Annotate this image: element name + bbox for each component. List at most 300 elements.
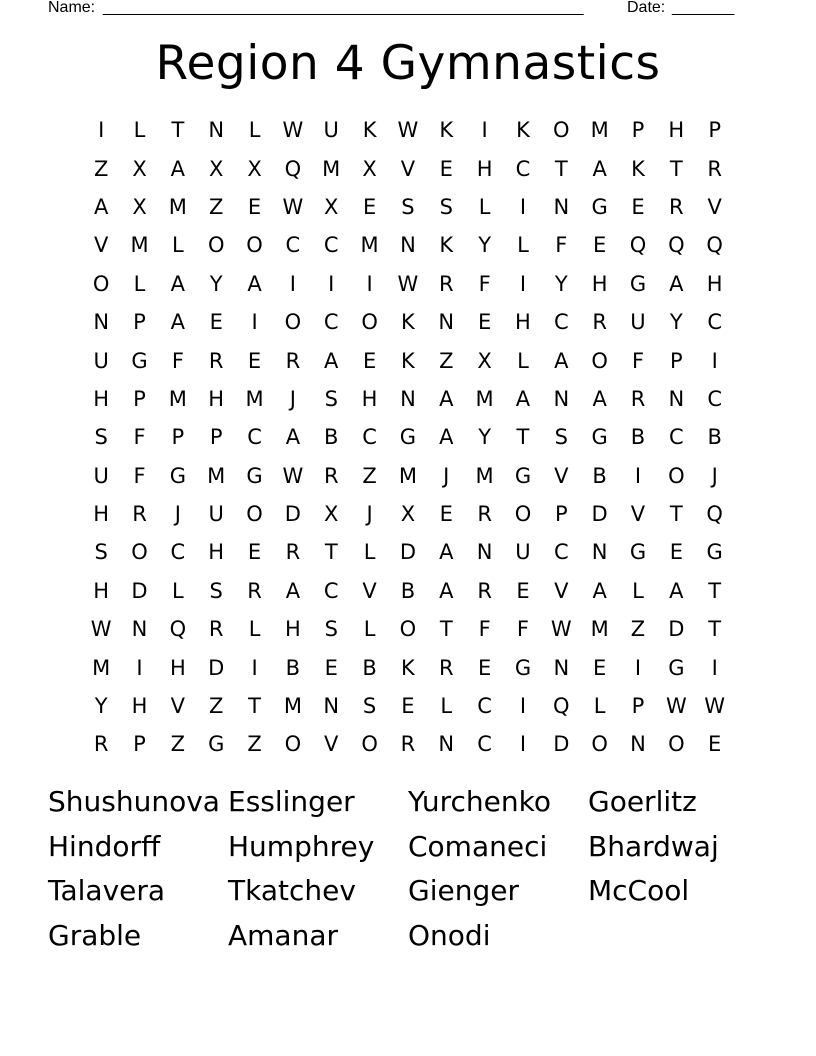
- grid-letter: S: [94, 540, 108, 565]
- grid-letter: O: [361, 732, 378, 757]
- grid-letter: W: [282, 118, 304, 143]
- grid-letter: N: [630, 732, 646, 757]
- word-bank-item: Esslinger: [228, 785, 355, 818]
- grid-letter: W: [397, 271, 419, 296]
- grid-letter: M: [130, 233, 149, 258]
- grid-letter: D: [553, 732, 570, 757]
- grid-letter: G: [399, 425, 417, 450]
- grid-letter: A: [170, 156, 186, 181]
- grid-letter: I: [251, 655, 258, 680]
- word-bank-item: Yurchenko: [408, 785, 551, 818]
- grid-letter: S: [324, 386, 338, 411]
- grid-letter: I: [519, 732, 527, 757]
- grid-letter: I: [98, 118, 105, 143]
- grid-letter: M: [283, 694, 302, 719]
- grid-letter: W: [282, 463, 304, 488]
- grid-letter: F: [478, 271, 491, 296]
- grid-letter: E: [247, 348, 262, 373]
- grid-letter: C: [553, 540, 569, 565]
- grid-letter: L: [248, 118, 261, 143]
- grid-letter: M: [168, 386, 187, 411]
- grid-letter: Y: [669, 310, 683, 335]
- grid-letter: V: [170, 694, 186, 719]
- grid-letter: K: [631, 156, 645, 181]
- grid-letter: I: [711, 655, 718, 680]
- grid-letter: H: [93, 502, 110, 527]
- grid-letter: N: [400, 233, 416, 258]
- grid-letter: C: [707, 310, 722, 335]
- grid-letter: R: [630, 386, 646, 411]
- grid-letter: D: [399, 540, 416, 565]
- grid-letter: O: [591, 732, 608, 757]
- grid-letter: E: [247, 194, 262, 219]
- grid-letter: P: [209, 425, 223, 450]
- grid-letter: T: [708, 578, 722, 603]
- word-bank-item: Grable: [48, 918, 142, 952]
- grid-letter: H: [208, 386, 225, 411]
- grid-letter: R: [592, 310, 607, 335]
- grid-letter: E: [516, 578, 530, 603]
- grid-letter: A: [592, 386, 607, 411]
- grid-letter: A: [439, 540, 454, 565]
- grid-letter: E: [209, 310, 223, 335]
- date-blank-line: _______: [672, 0, 735, 16]
- grid-letter: V: [93, 233, 109, 258]
- grid-letter: O: [284, 732, 302, 757]
- grid-letter: K: [362, 118, 377, 143]
- grid-letter: U: [93, 348, 109, 373]
- grid-letter: P: [133, 310, 146, 335]
- grid-letter: I: [481, 118, 488, 143]
- grid-letter: R: [438, 271, 454, 296]
- grid-letter: L: [440, 694, 453, 719]
- grid-letter: E: [362, 348, 377, 373]
- grid-letter: N: [668, 386, 685, 411]
- grid-letter: O: [668, 732, 685, 757]
- grid-letter: S: [439, 194, 453, 219]
- grid-letter: A: [285, 578, 301, 603]
- grid-letter: Y: [478, 425, 492, 450]
- word-bank-item: Talavera: [48, 874, 166, 907]
- letter-grid: [82, 111, 734, 764]
- grid-letter: O: [246, 502, 263, 527]
- grid-letter: X: [324, 502, 339, 527]
- grid-letter: K: [401, 348, 415, 373]
- grid-letter: E: [247, 540, 262, 565]
- grid-letter: W: [90, 617, 112, 642]
- grid-row: [82, 687, 734, 725]
- grid-letter: R: [285, 540, 301, 565]
- grid-letter: X: [362, 156, 377, 181]
- word-bank-item: Bhardwaj: [588, 829, 719, 863]
- grid-letter: G: [706, 540, 723, 565]
- grid-letter: I: [519, 194, 527, 219]
- puzzle-title: Region 4 Gymnastics: [155, 36, 661, 91]
- grid-letter: O: [92, 271, 110, 296]
- grid-row: [82, 149, 734, 187]
- grid-row: [82, 111, 734, 149]
- grid-letter: E: [593, 655, 607, 680]
- grid-letter: B: [362, 655, 377, 680]
- grid-letter: P: [669, 348, 683, 373]
- grid-letter: S: [324, 617, 338, 642]
- grid-letter: F: [171, 348, 184, 373]
- grid-letter: U: [208, 502, 224, 527]
- grid-letter: G: [169, 463, 186, 488]
- grid-letter: H: [706, 271, 723, 296]
- grid-row: [82, 495, 734, 533]
- grid-letter: O: [668, 463, 685, 488]
- grid-letter: C: [668, 425, 684, 450]
- grid-letter: L: [363, 540, 376, 565]
- grid-letter: C: [477, 694, 492, 719]
- grid-letter: Z: [93, 156, 109, 181]
- grid-letter: R: [400, 732, 416, 757]
- grid-letter: O: [207, 233, 225, 258]
- grid-row: [82, 572, 734, 610]
- word-bank-item: Hindorff: [48, 829, 161, 863]
- grid-letter: F: [516, 617, 529, 642]
- grid-letter: Q: [629, 233, 647, 258]
- grid-letter: I: [251, 310, 258, 335]
- grid-letter: H: [93, 386, 110, 411]
- grid-letter: T: [669, 156, 683, 181]
- grid-row: [82, 533, 734, 571]
- grid-letter: N: [591, 540, 608, 565]
- grid-letter: V: [554, 463, 569, 488]
- grid-letter: V: [400, 156, 416, 181]
- grid-letter: I: [136, 655, 143, 680]
- grid-row: [82, 457, 734, 495]
- grid-letter: H: [169, 655, 186, 680]
- grid-letter: F: [133, 463, 146, 488]
- grid-letter: N: [400, 386, 416, 411]
- grid-letter: K: [401, 655, 415, 680]
- grid-letter: A: [515, 386, 531, 411]
- grid-letter: L: [478, 194, 491, 219]
- grid-letter: O: [361, 310, 378, 335]
- grid-letter: C: [323, 233, 339, 258]
- grid-letter: I: [519, 271, 527, 296]
- grid-letter: K: [439, 118, 454, 143]
- grid-letter: P: [133, 386, 146, 411]
- grid-letter: C: [553, 310, 569, 335]
- grid-letter: C: [362, 425, 377, 450]
- name-label: Name:: [48, 0, 96, 16]
- grid-letter: A: [285, 425, 301, 450]
- grid-letter: I: [711, 348, 718, 373]
- grid-letter: S: [209, 578, 223, 603]
- grid-row: [82, 341, 734, 379]
- name-blank-line: ______________________________________________________: [103, 0, 584, 16]
- grid-letter: C: [515, 156, 531, 181]
- grid-letter: R: [477, 502, 492, 527]
- grid-letter: Q: [706, 502, 723, 527]
- grid-letter: B: [630, 425, 646, 450]
- word-bank-item: Gienger: [408, 874, 519, 907]
- grid-letter: B: [707, 425, 722, 450]
- grid-letter: M: [590, 617, 609, 642]
- grid-letter: N: [438, 310, 455, 335]
- grid-letter: L: [363, 617, 376, 642]
- grid-letter: M: [207, 463, 226, 488]
- grid-letter: G: [514, 655, 532, 680]
- grid-letter: A: [439, 578, 454, 603]
- word-bank-item: Amanar: [228, 918, 339, 952]
- grid-letter: C: [247, 425, 262, 450]
- grid-letter: J: [366, 502, 373, 527]
- grid-letter: R: [93, 732, 109, 757]
- grid-letter: W: [282, 194, 304, 219]
- grid-letter: H: [476, 156, 493, 181]
- grid-letter: A: [170, 271, 186, 296]
- grid-letter: P: [133, 732, 146, 757]
- grid-letter: A: [669, 578, 684, 603]
- grid-letter: L: [133, 118, 146, 143]
- grid-letter: M: [398, 463, 417, 488]
- grid-letter: N: [553, 194, 570, 219]
- grid-letter: J: [443, 463, 450, 488]
- grid-letter: O: [591, 348, 608, 373]
- grid-letter: E: [439, 156, 453, 181]
- grid-letter: P: [631, 694, 645, 719]
- grid-letter: V: [324, 732, 339, 757]
- grid-letter: H: [668, 118, 685, 143]
- grid-letter: R: [247, 578, 262, 603]
- grid-letter: A: [439, 386, 454, 411]
- grid-letter: N: [438, 732, 455, 757]
- grid-letter: T: [708, 617, 722, 642]
- grid-letter: G: [208, 732, 225, 757]
- grid-letter: P: [554, 502, 568, 527]
- grid-letter: X: [247, 156, 262, 181]
- grid-letter: Q: [553, 694, 570, 719]
- grid-letter: J: [174, 502, 181, 527]
- grid-letter: P: [631, 118, 645, 143]
- grid-letter: W: [704, 694, 726, 719]
- grid-letter: X: [209, 156, 224, 181]
- grid-letter: C: [477, 732, 492, 757]
- grid-letter: N: [553, 655, 570, 680]
- grid-letter: R: [438, 655, 454, 680]
- grid-letter: L: [593, 694, 606, 719]
- grid-letter: S: [401, 194, 415, 219]
- grid-letter: U: [630, 310, 646, 335]
- grid-letter: A: [247, 271, 262, 296]
- grid-letter: E: [401, 694, 415, 719]
- grid-letter: N: [323, 694, 340, 719]
- grid-letter: G: [591, 194, 608, 219]
- grid-letter: V: [362, 578, 377, 603]
- word-bank-item: Shushunova: [48, 785, 220, 818]
- grid-letter: O: [131, 540, 148, 565]
- grid-letter: W: [665, 694, 687, 719]
- grid-letter: M: [360, 233, 379, 258]
- grid-row: [82, 610, 734, 648]
- word-bank-item: McCool: [588, 874, 690, 907]
- grid-letter: M: [92, 655, 111, 680]
- grid-letter: H: [591, 271, 608, 296]
- grid-letter: I: [366, 271, 373, 296]
- grid-letter: I: [634, 655, 642, 680]
- grid-letter: C: [323, 310, 339, 335]
- grid-letter: G: [629, 540, 647, 565]
- grid-letter: Z: [209, 194, 224, 219]
- grid-letter: F: [133, 425, 146, 450]
- grid-letter: O: [246, 233, 263, 258]
- grid-letter: R: [208, 348, 224, 373]
- grid-letter: C: [170, 540, 186, 565]
- grid-letter: Y: [554, 271, 568, 296]
- grid-letter: I: [289, 271, 296, 296]
- grid-letter: R: [707, 156, 722, 181]
- grid-letter: H: [131, 694, 148, 719]
- grid-row: [82, 188, 734, 226]
- grid-letter: A: [93, 194, 109, 219]
- grid-letter: C: [285, 233, 301, 258]
- grid-letter: O: [399, 617, 417, 642]
- grid-letter: G: [514, 463, 532, 488]
- grid-letter: T: [516, 425, 530, 450]
- grid-letter: Z: [362, 463, 377, 488]
- grid-letter: N: [131, 617, 148, 642]
- grid-letter: C: [707, 386, 722, 411]
- grid-letter: E: [593, 233, 607, 258]
- grid-letter: R: [477, 578, 492, 603]
- grid-letter: K: [439, 233, 454, 258]
- grid-row: [82, 418, 734, 456]
- grid-letter: B: [400, 578, 416, 603]
- word-bank-item: Comaneci: [408, 829, 548, 863]
- word-bank-item: Onodi: [408, 918, 491, 952]
- grid-letter: D: [591, 502, 608, 527]
- grid-letter: T: [248, 694, 261, 719]
- grid-letter: P: [171, 425, 185, 450]
- grid-letter: X: [400, 502, 416, 527]
- grid-letter: K: [516, 118, 530, 143]
- grid-letter: B: [592, 463, 607, 488]
- grid-letter: E: [324, 655, 338, 680]
- grid-letter: X: [324, 194, 339, 219]
- grid-letter: D: [131, 578, 148, 603]
- grid-letter: T: [324, 540, 338, 565]
- grid-letter: F: [555, 233, 568, 258]
- grid-letter: M: [245, 386, 264, 411]
- word-bank-item: Tkatchev: [228, 874, 356, 907]
- grid-letter: E: [669, 540, 683, 565]
- grid-row: [82, 380, 734, 418]
- grid-letter: L: [517, 348, 529, 373]
- grid-letter: M: [475, 463, 494, 488]
- grid-letter: D: [284, 502, 301, 527]
- grid-letter: O: [553, 118, 570, 143]
- date-label: Date:: [627, 0, 666, 16]
- grid-letter: U: [515, 540, 531, 565]
- grid-letter: X: [132, 156, 147, 181]
- grid-letter: L: [172, 578, 184, 603]
- grid-letter: U: [323, 118, 339, 143]
- grid-letter: Q: [668, 233, 685, 258]
- grid-letter: M: [322, 156, 341, 181]
- grid-letter: E: [477, 655, 492, 680]
- grid-letter: N: [553, 386, 570, 411]
- grid-letter: F: [478, 617, 491, 642]
- grid-letter: A: [439, 425, 454, 450]
- grid-letter: V: [554, 578, 569, 603]
- grid-letter: E: [439, 502, 453, 527]
- grid-letter: G: [629, 271, 647, 296]
- grid-letter: T: [669, 502, 683, 527]
- grid-letter: S: [554, 425, 568, 450]
- grid-letter: Q: [169, 617, 187, 642]
- grid-letter: Z: [209, 694, 224, 719]
- grid-letter: M: [168, 194, 187, 219]
- grid-letter: H: [93, 578, 110, 603]
- grid-row: [82, 648, 734, 686]
- grid-letter: S: [362, 694, 377, 719]
- grid-letter: L: [517, 233, 529, 258]
- grid-letter: E: [362, 194, 377, 219]
- grid-letter: J: [289, 386, 296, 411]
- grid-letter: D: [208, 655, 225, 680]
- grid-letter: Z: [247, 732, 262, 757]
- grid-letter: Q: [284, 156, 302, 181]
- grid-letter: H: [284, 617, 301, 642]
- grid-letter: R: [323, 463, 339, 488]
- word-bank: [48, 780, 788, 958]
- grid-letter: G: [131, 348, 148, 373]
- grid-letter: F: [631, 348, 645, 373]
- grid-letter: O: [514, 502, 532, 527]
- grid-letter: A: [324, 348, 339, 373]
- grid-row: [82, 725, 734, 763]
- grid-letter: C: [323, 578, 339, 603]
- grid-letter: B: [285, 655, 301, 680]
- grid-letter: L: [248, 617, 261, 642]
- grid-letter: Y: [209, 271, 223, 296]
- grid-letter: T: [171, 118, 185, 143]
- grid-letter: H: [208, 540, 225, 565]
- grid-letter: H: [361, 386, 378, 411]
- grid-letter: W: [397, 118, 419, 143]
- grid-row: [82, 226, 734, 264]
- grid-letter: I: [519, 694, 527, 719]
- grid-letter: A: [170, 310, 186, 335]
- grid-letter: N: [208, 118, 225, 143]
- grid-letter: B: [324, 425, 339, 450]
- grid-letter: X: [477, 348, 492, 373]
- grid-letter: P: [708, 118, 721, 143]
- grid-letter: R: [669, 194, 684, 219]
- grid-letter: V: [630, 502, 646, 527]
- word-bank-item: Goerlitz: [588, 785, 697, 818]
- grid-letter: E: [631, 194, 645, 219]
- grid-letter: T: [439, 617, 453, 642]
- grid-letter: A: [669, 271, 684, 296]
- grid-letter: D: [668, 617, 685, 642]
- grid-letter: O: [284, 310, 302, 335]
- grid-letter: R: [285, 348, 301, 373]
- grid-letter: A: [554, 348, 569, 373]
- grid-letter: G: [591, 425, 608, 450]
- grid-letter: Q: [706, 233, 723, 258]
- grid-letter: M: [590, 118, 609, 143]
- grid-letter: Z: [630, 617, 646, 642]
- worksheet-header: [48, 0, 748, 18]
- word-bank-item: Humphrey: [228, 829, 375, 863]
- grid-letter: X: [132, 194, 147, 219]
- grid-letter: L: [133, 271, 146, 296]
